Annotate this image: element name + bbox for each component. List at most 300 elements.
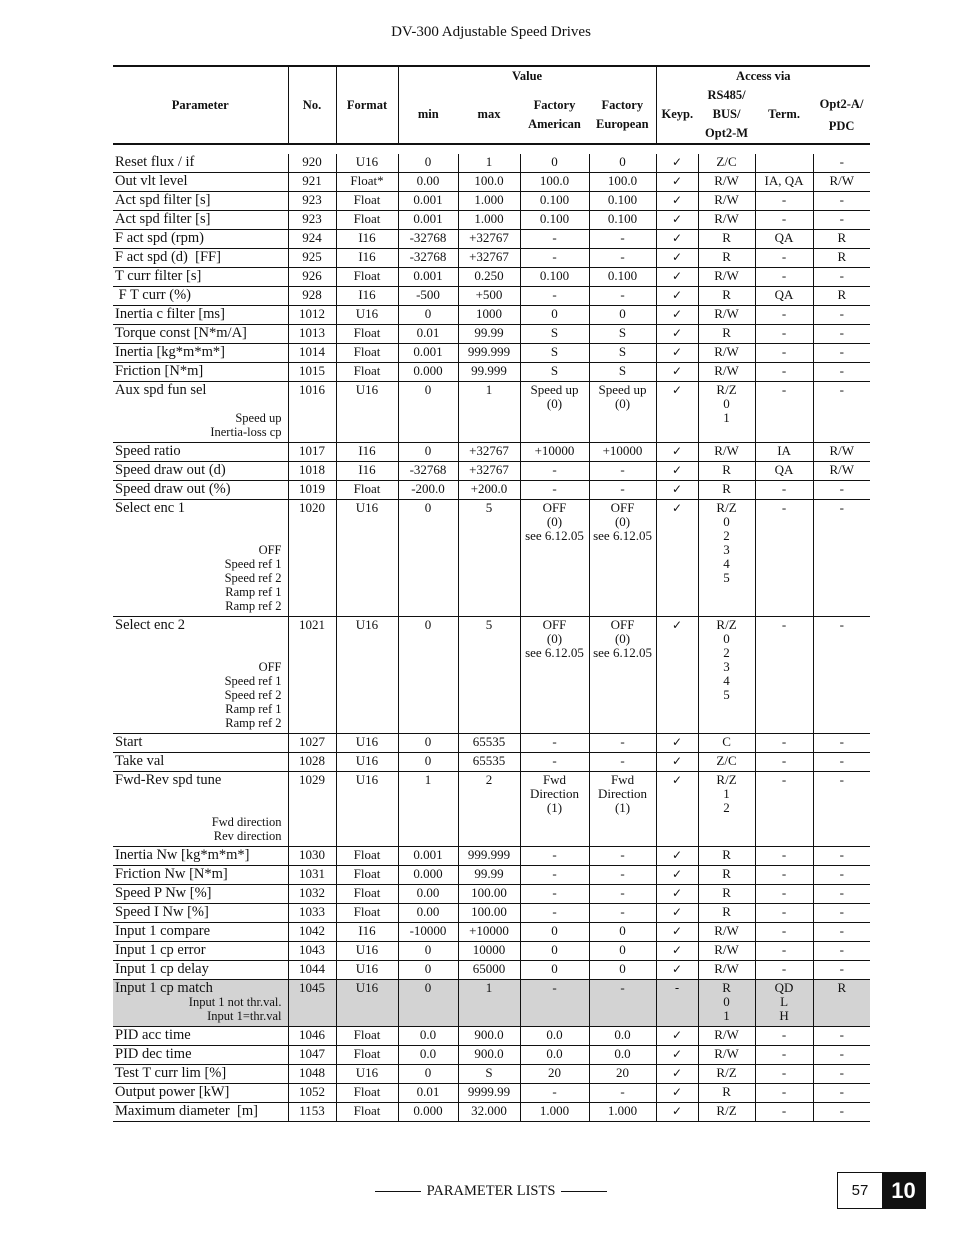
check-icon: ✓ bbox=[672, 848, 683, 862]
opt2a-access-cell bbox=[813, 1084, 870, 1103]
parameter-number: 1033 bbox=[288, 904, 336, 923]
max-cell: 99.999 bbox=[458, 363, 520, 382]
format-cell: Float bbox=[336, 211, 398, 230]
parameter-name-cell bbox=[113, 211, 288, 230]
factory-european-value: - bbox=[620, 462, 625, 477]
factory-american-cell bbox=[520, 980, 589, 1027]
check-icon: ✓ bbox=[672, 1047, 683, 1061]
rs485-access-value: R bbox=[722, 230, 731, 245]
factory-american-value: S bbox=[550, 344, 559, 359]
factory-european-cell bbox=[589, 753, 656, 772]
parameter-name-cell bbox=[113, 980, 288, 1027]
factory-european-cell bbox=[589, 866, 656, 885]
min-cell: 0.00 bbox=[398, 173, 458, 192]
check-icon: ✓ bbox=[672, 288, 683, 302]
factory-american-cell bbox=[520, 154, 589, 173]
min-cell: -10000 bbox=[398, 923, 458, 942]
opt2a-access-cell bbox=[813, 268, 870, 287]
table-row bbox=[113, 382, 870, 443]
header-spacer bbox=[113, 144, 870, 154]
rs485-access-value: R bbox=[722, 1084, 731, 1099]
format-cell: U16 bbox=[336, 961, 398, 980]
factory-european-cell bbox=[589, 230, 656, 249]
format-cell: U16 bbox=[336, 980, 398, 1027]
min-cell: 0.001 bbox=[398, 847, 458, 866]
factory-american-cell bbox=[520, 753, 589, 772]
rs485-access-cell bbox=[698, 942, 755, 961]
terminal-access-value: - bbox=[781, 211, 787, 226]
factory-american-value: see 6.12.05 bbox=[525, 528, 584, 543]
keypad-access-cell bbox=[656, 1027, 698, 1046]
parameter-options bbox=[115, 543, 286, 613]
keypad-access-cell bbox=[656, 306, 698, 325]
parameter-number: 924 bbox=[288, 230, 336, 249]
terminal-access-value: - bbox=[781, 617, 787, 632]
parameter-number: 1013 bbox=[288, 325, 336, 344]
factory-american-value: - bbox=[552, 481, 557, 496]
factory-european-cell bbox=[589, 942, 656, 961]
check-icon: ✓ bbox=[672, 943, 683, 957]
max-cell: 2 bbox=[458, 772, 520, 847]
terminal-access-value: - bbox=[781, 1046, 787, 1061]
terminal-access-value: - bbox=[781, 942, 787, 957]
rs485-access-value: R/W bbox=[714, 942, 739, 957]
keypad-access-cell bbox=[656, 173, 698, 192]
factory-american-cell bbox=[520, 734, 589, 753]
min-cell: 0 bbox=[398, 980, 458, 1027]
check-icon: ✓ bbox=[672, 886, 683, 900]
terminal-access-cell bbox=[755, 1027, 813, 1046]
factory-american-value: 0 bbox=[551, 306, 558, 321]
format-cell: Float bbox=[336, 1103, 398, 1122]
rs485-access-value: R/W bbox=[714, 1027, 739, 1042]
opt2a-access-value: - bbox=[839, 866, 844, 881]
format-cell: U16 bbox=[336, 772, 398, 847]
opt2a-access-value: - bbox=[839, 306, 844, 321]
rs485-access-value: R/W bbox=[714, 344, 739, 359]
rs485-access-cell bbox=[698, 173, 755, 192]
opt2a-access-value: - bbox=[839, 363, 844, 378]
terminal-access-value: QA bbox=[774, 287, 794, 302]
format-cell: U16 bbox=[336, 942, 398, 961]
terminal-access-value: QA bbox=[774, 230, 794, 245]
terminal-access-value: - bbox=[781, 344, 787, 359]
parameter-name-cell bbox=[113, 1027, 288, 1046]
max-cell: 99.99 bbox=[458, 866, 520, 885]
parameter-name-cell bbox=[113, 306, 288, 325]
max-cell: 0.250 bbox=[458, 268, 520, 287]
check-icon: ✓ bbox=[672, 383, 683, 397]
parameter-option: Fwd direction bbox=[211, 815, 282, 829]
factory-european-cell bbox=[589, 500, 656, 617]
col-factory-american-line1: Factory bbox=[533, 97, 576, 112]
terminal-access-value: - bbox=[781, 885, 787, 900]
factory-american-value: (0) bbox=[546, 631, 563, 646]
factory-american-value: OFF bbox=[542, 500, 567, 515]
col-no: No. bbox=[288, 66, 336, 144]
rs485-access-cell bbox=[698, 481, 755, 500]
check-icon: ✓ bbox=[672, 924, 683, 938]
parameter-number: 920 bbox=[288, 154, 336, 173]
factory-american-value: - bbox=[552, 866, 557, 881]
rs485-access-value: R bbox=[722, 904, 731, 919]
factory-european-cell bbox=[589, 961, 656, 980]
terminal-access-cell bbox=[755, 866, 813, 885]
rs485-access-value: R/W bbox=[714, 961, 739, 976]
factory-european-value: - bbox=[620, 885, 625, 900]
check-icon: ✓ bbox=[672, 174, 683, 188]
min-cell: 0 bbox=[398, 500, 458, 617]
keypad-access-cell bbox=[656, 230, 698, 249]
table-row bbox=[113, 904, 870, 923]
keypad-access-cell bbox=[656, 885, 698, 904]
keypad-access-cell bbox=[656, 904, 698, 923]
format-cell: U16 bbox=[336, 500, 398, 617]
rs485-access-value: R/Z bbox=[716, 772, 737, 787]
rs485-access-value: R/W bbox=[714, 443, 739, 458]
factory-european-value: Speed up bbox=[598, 382, 647, 397]
terminal-access-cell bbox=[755, 847, 813, 866]
factory-european-cell bbox=[589, 287, 656, 306]
keypad-access-cell bbox=[656, 1065, 698, 1084]
max-cell: +200.0 bbox=[458, 481, 520, 500]
rs485-access-value: Z/C bbox=[716, 753, 737, 768]
keypad-access-cell bbox=[656, 866, 698, 885]
table-row bbox=[113, 1103, 870, 1122]
factory-american-cell bbox=[520, 382, 589, 443]
terminal-access-cell bbox=[755, 980, 813, 1027]
factory-american-cell bbox=[520, 1046, 589, 1065]
table-row bbox=[113, 443, 870, 462]
parameter-name-cell bbox=[113, 1084, 288, 1103]
factory-american-value: - bbox=[552, 980, 557, 995]
parameter-number: 1046 bbox=[288, 1027, 336, 1046]
keypad-access-cell bbox=[656, 961, 698, 980]
parameter-name: PID acc time bbox=[115, 1027, 191, 1043]
terminal-access-cell bbox=[755, 942, 813, 961]
check-icon: ✓ bbox=[672, 754, 683, 768]
rs485-access-value: 1 bbox=[723, 410, 730, 425]
factory-european-cell bbox=[589, 344, 656, 363]
format-cell: Float bbox=[336, 192, 398, 211]
min-cell: 0.0 bbox=[398, 1027, 458, 1046]
format-cell: I16 bbox=[336, 249, 398, 268]
rs485-access-cell bbox=[698, 961, 755, 980]
factory-european-cell bbox=[589, 249, 656, 268]
factory-european-value: 100.0 bbox=[607, 173, 638, 188]
table-row bbox=[113, 192, 870, 211]
keypad-access-cell bbox=[656, 249, 698, 268]
table-row bbox=[113, 961, 870, 980]
keypad-access-cell bbox=[656, 923, 698, 942]
parameter-number: 1032 bbox=[288, 885, 336, 904]
rs485-access-cell bbox=[698, 1103, 755, 1122]
terminal-access-value: - bbox=[781, 734, 787, 749]
format-cell: U16 bbox=[336, 306, 398, 325]
format-cell: Float bbox=[336, 363, 398, 382]
min-cell: 0.00 bbox=[398, 885, 458, 904]
terminal-access-value: - bbox=[781, 847, 787, 862]
format-cell: I16 bbox=[336, 230, 398, 249]
parameter-name: Speed draw out (d) bbox=[115, 462, 226, 478]
parameter-options bbox=[115, 660, 286, 730]
min-cell: 0 bbox=[398, 617, 458, 734]
parameter-name: Act spd filter [s] bbox=[115, 192, 211, 208]
factory-american-value: Direction bbox=[529, 786, 580, 801]
max-cell: 1.000 bbox=[458, 211, 520, 230]
parameter-number: 928 bbox=[288, 287, 336, 306]
table-row bbox=[113, 363, 870, 382]
parameter-name: F act spd (d) [FF] bbox=[115, 249, 221, 265]
col-opt2a-line2: PDC bbox=[828, 118, 855, 133]
factory-american-cell bbox=[520, 443, 589, 462]
parameter-options bbox=[115, 815, 286, 843]
terminal-access-cell bbox=[755, 961, 813, 980]
opt2a-access-cell bbox=[813, 173, 870, 192]
format-cell: Float bbox=[336, 344, 398, 363]
terminal-access-cell bbox=[755, 481, 813, 500]
terminal-access-value: - bbox=[781, 481, 787, 496]
factory-european-value: (0) bbox=[614, 396, 631, 411]
opt2a-access-cell bbox=[813, 1046, 870, 1065]
parameter-number: 1045 bbox=[288, 980, 336, 1027]
factory-american-cell bbox=[520, 230, 589, 249]
min-cell: 0.01 bbox=[398, 1084, 458, 1103]
max-cell: 900.0 bbox=[458, 1046, 520, 1065]
factory-european-cell bbox=[589, 382, 656, 443]
parameter-name-cell bbox=[113, 866, 288, 885]
factory-american-value: - bbox=[552, 462, 557, 477]
factory-european-value: - bbox=[620, 904, 625, 919]
opt2a-access-value: R/W bbox=[829, 443, 855, 458]
rs485-access-cell bbox=[698, 980, 755, 1027]
table-row bbox=[113, 344, 870, 363]
factory-american-value: +10000 bbox=[534, 443, 575, 458]
rs485-access-cell bbox=[698, 249, 755, 268]
parameter-name: Reset flux / if bbox=[115, 154, 195, 170]
parameter-name-cell bbox=[113, 942, 288, 961]
parameter-option: Speed ref 1 bbox=[224, 557, 282, 571]
factory-american-value: - bbox=[552, 230, 557, 245]
col-factory-american-line2: American bbox=[528, 116, 581, 131]
table-row bbox=[113, 866, 870, 885]
terminal-access-value: - bbox=[781, 382, 787, 397]
factory-european-cell bbox=[589, 173, 656, 192]
factory-american-cell bbox=[520, 192, 589, 211]
factory-european-value: - bbox=[620, 249, 625, 264]
min-cell: 0 bbox=[398, 443, 458, 462]
parameter-name: Input 1 cp match bbox=[115, 980, 213, 996]
max-cell: 99.99 bbox=[458, 325, 520, 344]
factory-american-cell bbox=[520, 481, 589, 500]
factory-american-cell bbox=[520, 1084, 589, 1103]
max-cell: +32767 bbox=[458, 249, 520, 268]
format-cell: Float bbox=[336, 481, 398, 500]
opt2a-access-cell bbox=[813, 942, 870, 961]
opt2a-access-cell bbox=[813, 481, 870, 500]
table-row bbox=[113, 154, 870, 173]
min-cell: -500 bbox=[398, 287, 458, 306]
parameter-name-cell bbox=[113, 753, 288, 772]
check-icon: ✓ bbox=[672, 463, 683, 477]
footer bbox=[366, 1183, 616, 1200]
rs485-access-cell bbox=[698, 866, 755, 885]
rs485-access-cell bbox=[698, 847, 755, 866]
opt2a-access-cell bbox=[813, 211, 870, 230]
factory-american-cell bbox=[520, 462, 589, 481]
factory-european-value: - bbox=[620, 753, 625, 768]
col-factory-american bbox=[520, 86, 589, 144]
parameter-name-cell bbox=[113, 363, 288, 382]
factory-european-cell bbox=[589, 980, 656, 1027]
parameter-number: 1018 bbox=[288, 462, 336, 481]
factory-european-value: 0 bbox=[619, 961, 626, 976]
rs485-access-cell bbox=[698, 211, 755, 230]
table-row bbox=[113, 481, 870, 500]
rs485-access-value: R/W bbox=[714, 1046, 739, 1061]
opt2a-access-value: R bbox=[837, 980, 847, 995]
rs485-access-cell bbox=[698, 753, 755, 772]
parameter-option: Ramp ref 1 bbox=[225, 585, 282, 599]
opt2a-access-cell bbox=[813, 1103, 870, 1122]
keypad-access-cell bbox=[656, 772, 698, 847]
keypad-access-cell bbox=[656, 325, 698, 344]
rs485-access-value: R bbox=[722, 980, 731, 995]
terminal-access-value: - bbox=[781, 1103, 787, 1118]
terminal-access-cell bbox=[755, 230, 813, 249]
factory-european-cell bbox=[589, 772, 656, 847]
factory-european-value: OFF bbox=[610, 617, 635, 632]
max-cell: 32.000 bbox=[458, 1103, 520, 1122]
min-cell: -32768 bbox=[398, 249, 458, 268]
check-icon: ✓ bbox=[672, 307, 683, 321]
opt2a-access-value: - bbox=[839, 211, 844, 226]
parameter-number: 1017 bbox=[288, 443, 336, 462]
opt2a-access-cell bbox=[813, 325, 870, 344]
parameter-name-cell bbox=[113, 885, 288, 904]
rs485-access-cell bbox=[698, 382, 755, 443]
parameter-number: 1153 bbox=[288, 1103, 336, 1122]
keypad-access-cell bbox=[656, 942, 698, 961]
terminal-access-value: - bbox=[781, 325, 787, 340]
factory-american-value: see 6.12.05 bbox=[525, 645, 584, 660]
min-cell: 0.000 bbox=[398, 363, 458, 382]
rs485-access-cell bbox=[698, 325, 755, 344]
check-icon: ✓ bbox=[672, 1028, 683, 1042]
rs485-access-value: 0 bbox=[723, 631, 730, 646]
opt2a-access-cell bbox=[813, 382, 870, 443]
keypad-access-cell bbox=[656, 211, 698, 230]
rs485-access-value: R bbox=[722, 249, 731, 264]
opt2a-access-cell bbox=[813, 961, 870, 980]
factory-american-value: - bbox=[552, 753, 557, 768]
parameter-option: OFF bbox=[258, 543, 282, 557]
factory-european-cell bbox=[589, 1046, 656, 1065]
factory-european-value: - bbox=[620, 287, 625, 302]
terminal-access-cell bbox=[755, 287, 813, 306]
parameter-name: Maximum diameter [m] bbox=[115, 1103, 258, 1119]
rs485-access-cell bbox=[698, 1046, 755, 1065]
parameter-number: 1015 bbox=[288, 363, 336, 382]
format-cell: Float bbox=[336, 1084, 398, 1103]
rs485-access-value: R/Z bbox=[716, 1103, 737, 1118]
factory-european-cell bbox=[589, 1103, 656, 1122]
parameter-option: Speed ref 2 bbox=[224, 571, 282, 585]
opt2a-access-value: - bbox=[839, 481, 844, 496]
parameter-name-cell bbox=[113, 1103, 288, 1122]
min-cell: 0.001 bbox=[398, 344, 458, 363]
table-row bbox=[113, 734, 870, 753]
keypad-access-cell bbox=[656, 847, 698, 866]
format-cell: I16 bbox=[336, 923, 398, 942]
opt2a-access-value: - bbox=[839, 268, 844, 283]
factory-american-cell bbox=[520, 1027, 589, 1046]
check-icon: ✓ bbox=[672, 618, 683, 632]
factory-european-value: - bbox=[620, 1084, 625, 1099]
factory-european-value: - bbox=[620, 734, 625, 749]
terminal-access-cell bbox=[755, 211, 813, 230]
factory-european-cell bbox=[589, 363, 656, 382]
terminal-access-value: L bbox=[780, 994, 789, 1009]
opt2a-access-value: - bbox=[839, 753, 844, 768]
parameter-name: Fwd-Rev spd tune bbox=[115, 772, 222, 788]
max-cell: 5 bbox=[458, 617, 520, 734]
table-row bbox=[113, 1046, 870, 1065]
factory-american-value: 0.0 bbox=[546, 1027, 563, 1042]
parameter-number: 1030 bbox=[288, 847, 336, 866]
parameter-number: 926 bbox=[288, 268, 336, 287]
opt2a-access-value: - bbox=[839, 923, 844, 938]
col-rs485-line3: Opt2-M bbox=[705, 126, 749, 140]
max-cell: 999.999 bbox=[458, 344, 520, 363]
min-cell: -32768 bbox=[398, 230, 458, 249]
terminal-access-cell bbox=[755, 1065, 813, 1084]
format-cell: Float bbox=[336, 1027, 398, 1046]
col-format: Format bbox=[336, 66, 398, 144]
check-icon: ✓ bbox=[672, 1085, 683, 1099]
factory-european-cell bbox=[589, 154, 656, 173]
factory-european-cell bbox=[589, 1027, 656, 1046]
terminal-access-value: H bbox=[779, 1008, 789, 1023]
factory-american-value: 0.100 bbox=[539, 211, 570, 226]
max-cell: 65000 bbox=[458, 961, 520, 980]
col-opt2a bbox=[813, 86, 870, 144]
parameter-name-cell bbox=[113, 154, 288, 173]
parameter-name: Select enc 2 bbox=[115, 617, 186, 633]
parameter-name-cell bbox=[113, 173, 288, 192]
check-icon: ✓ bbox=[672, 867, 683, 881]
min-cell: 1 bbox=[398, 772, 458, 847]
parameter-number: 1019 bbox=[288, 481, 336, 500]
parameter-name: Inertia Nw [kg*m*m*] bbox=[115, 847, 250, 863]
parameter-number: 1028 bbox=[288, 753, 336, 772]
factory-american-value: - bbox=[552, 287, 557, 302]
rs485-access-value: 5 bbox=[723, 570, 730, 585]
rs485-access-value: 1 bbox=[723, 786, 730, 801]
rs485-access-value: 3 bbox=[723, 659, 730, 674]
opt2a-access-cell bbox=[813, 866, 870, 885]
rs485-access-value: 2 bbox=[723, 645, 730, 660]
opt2a-access-cell bbox=[813, 230, 870, 249]
parameter-number: 1042 bbox=[288, 923, 336, 942]
keypad-access-cell bbox=[656, 1046, 698, 1065]
table-row bbox=[113, 287, 870, 306]
parameter-option: Inertia-loss cp bbox=[210, 425, 282, 439]
opt2a-access-cell bbox=[813, 306, 870, 325]
factory-european-value: - bbox=[620, 230, 625, 245]
factory-european-value: +10000 bbox=[602, 443, 643, 458]
factory-american-value: 0 bbox=[551, 942, 558, 957]
